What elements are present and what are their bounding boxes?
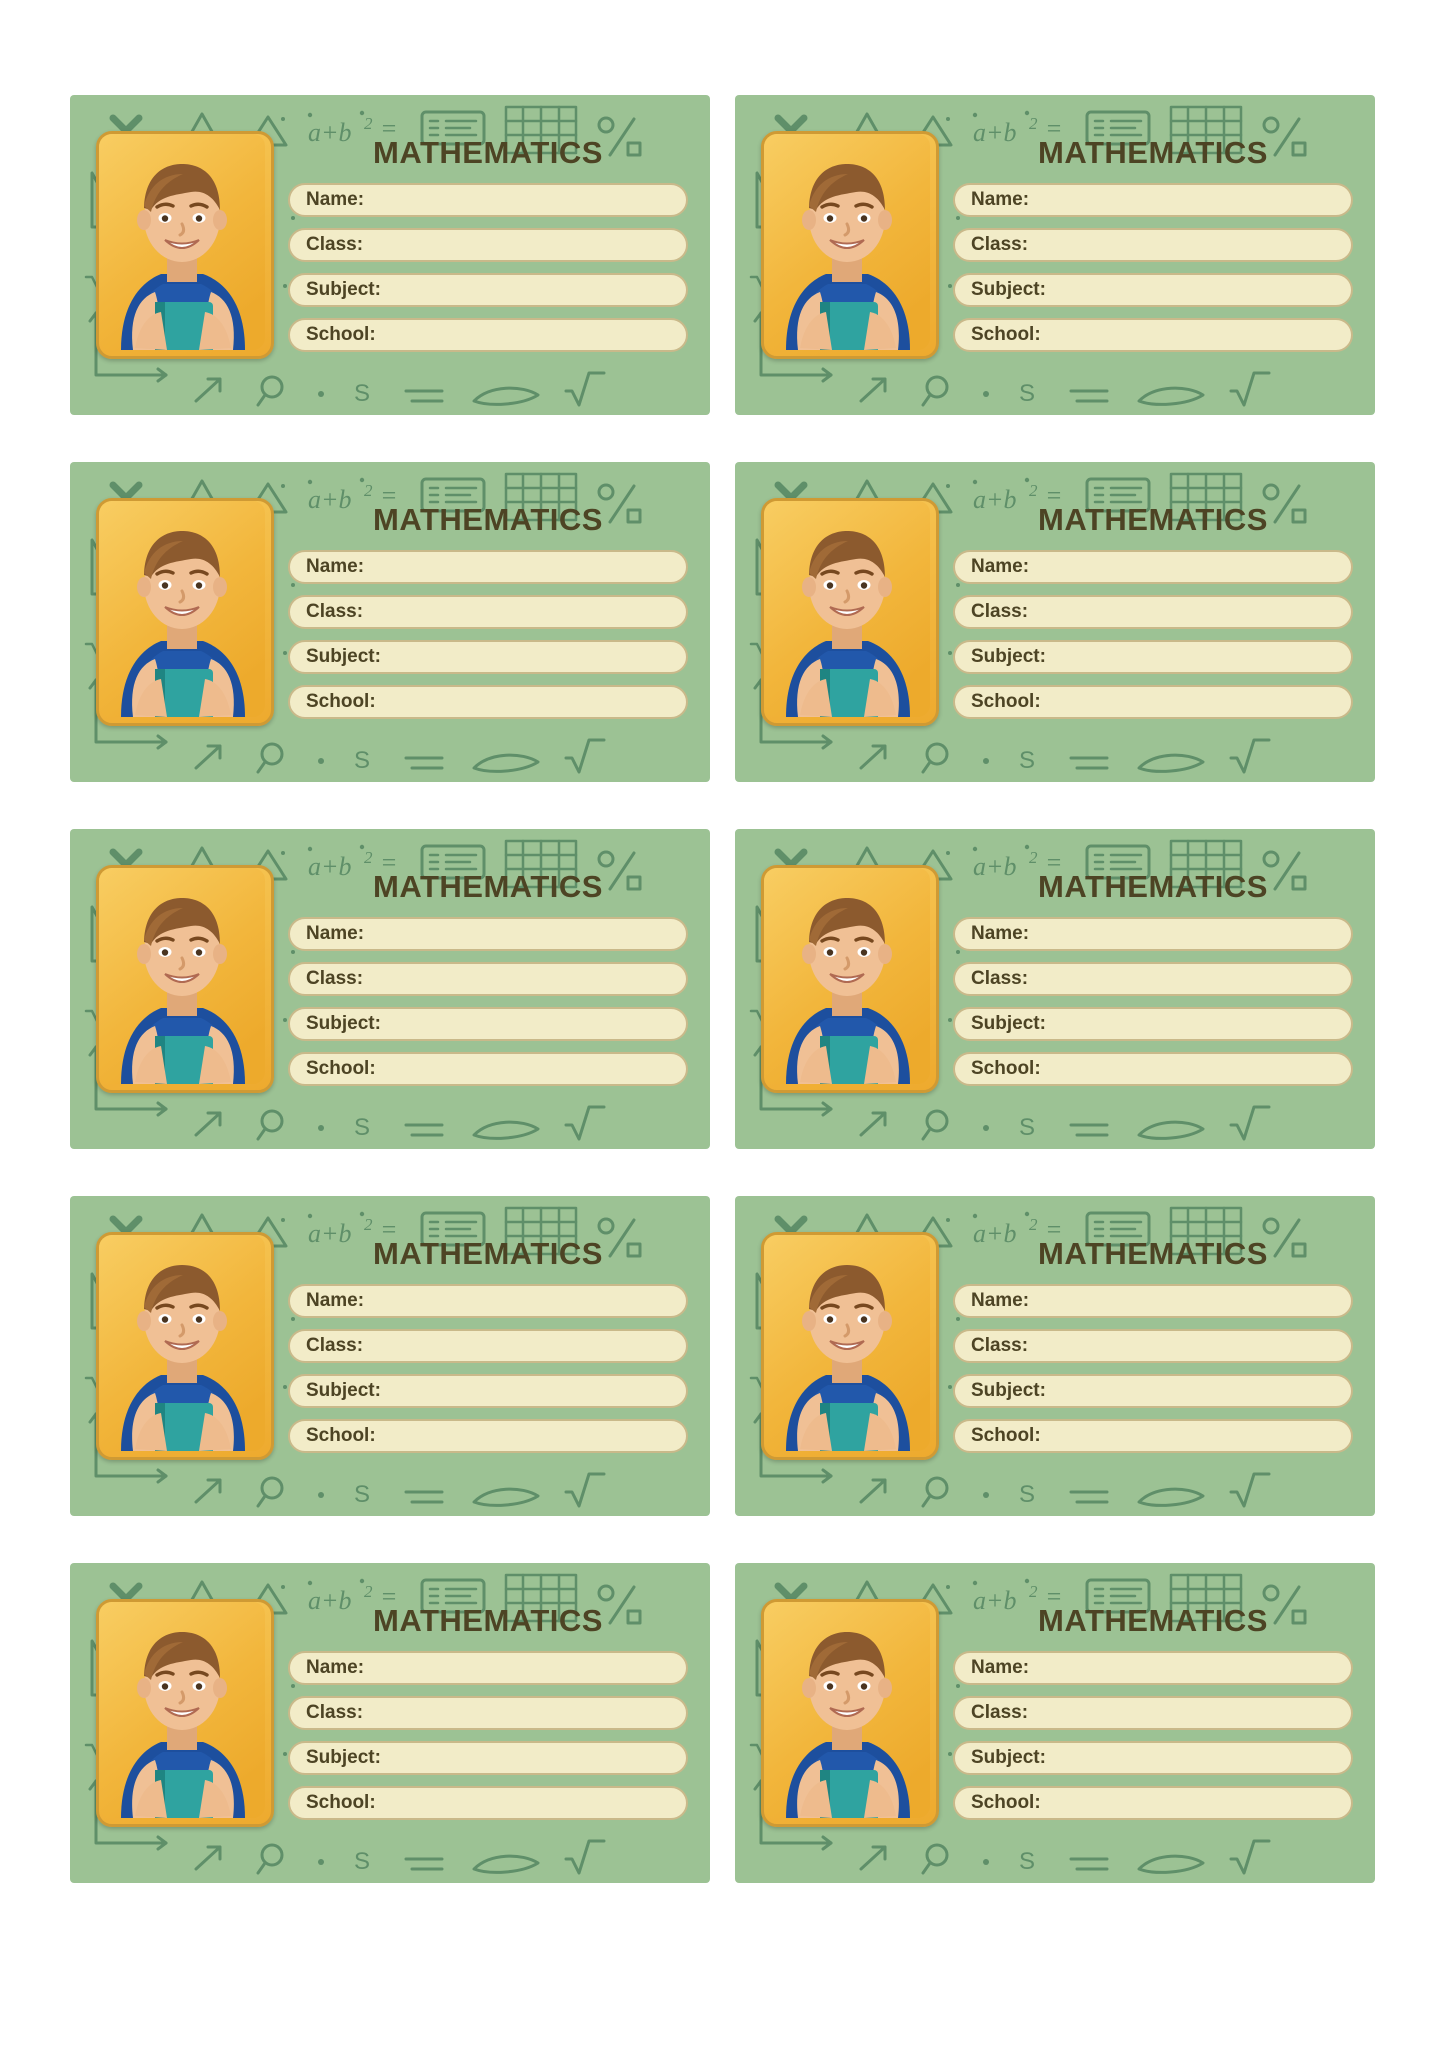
label-card-6[interactable] [735, 829, 1375, 1149]
field-label: Subject: [306, 279, 381, 300]
arrow-up-right-icon [853, 1839, 895, 1877]
field-label: Name: [306, 556, 365, 577]
svg-text:S: S [354, 1481, 371, 1508]
svg-text:S: S [354, 1114, 371, 1141]
field-row-subject[interactable] [953, 640, 1353, 674]
field-label: School: [971, 1425, 1041, 1446]
sigma-s-icon [348, 1478, 382, 1512]
svg-text:=: = [380, 481, 398, 510]
field-label: Class: [971, 968, 1029, 989]
radical-icon [1227, 1101, 1273, 1145]
student-photo-illustration [99, 134, 265, 350]
field-label: School: [971, 691, 1041, 712]
field-label: Name: [971, 189, 1030, 210]
svg-text:S: S [354, 747, 371, 774]
sigma-s-icon [1013, 1478, 1047, 1512]
arrow-up-right-icon [853, 1105, 895, 1143]
student-photo[interactable] [761, 1232, 939, 1460]
magnifier-icon [252, 740, 292, 778]
equals-icon [400, 1113, 448, 1145]
label-card-9[interactable] [70, 1563, 710, 1883]
field-label: Subject: [971, 1747, 1046, 1768]
page-title: MATHEMATICS [1038, 502, 1268, 537]
radical-icon [562, 367, 608, 411]
svg-text:2: 2 [364, 1215, 373, 1234]
field-label: Class: [306, 234, 364, 255]
arrow-up-right-icon [853, 738, 895, 776]
svg-text:a+b: a+b [308, 1219, 352, 1248]
svg-text:S: S [1019, 380, 1036, 407]
page-title: MATHEMATICS [1038, 869, 1268, 904]
sigma-s-icon [1013, 377, 1047, 411]
field-list [953, 917, 1353, 1097]
field-row-school[interactable] [953, 318, 1353, 352]
radical-icon [562, 1835, 608, 1879]
arrow-up-right-icon [188, 371, 230, 409]
ruler-icon [1133, 744, 1209, 778]
field-row-name[interactable] [288, 1651, 688, 1685]
sigma-s-icon [348, 744, 382, 778]
field-label: Name: [306, 1657, 365, 1678]
svg-text:S: S [1019, 747, 1036, 774]
field-label: Subject: [306, 1380, 381, 1401]
ruler-icon [468, 1111, 544, 1145]
student-photo[interactable] [96, 498, 274, 726]
svg-text:2: 2 [1029, 848, 1038, 867]
field-label: Name: [306, 923, 365, 944]
svg-text:S: S [1019, 1848, 1036, 1875]
student-photo-illustration [764, 1235, 930, 1451]
ruler-icon [468, 744, 544, 778]
field-label: School: [971, 1792, 1041, 1813]
page-title: MATHEMATICS [373, 135, 603, 170]
student-photo-illustration [764, 868, 930, 1084]
arrow-up-right-icon [188, 738, 230, 776]
sigma-s-icon [348, 1111, 382, 1145]
label-card-8[interactable] [735, 1196, 1375, 1516]
label-card-5[interactable] [70, 829, 710, 1149]
svg-text:=: = [380, 114, 398, 143]
field-row-school[interactable] [953, 1052, 1353, 1086]
field-row-class[interactable] [288, 962, 688, 996]
svg-text:=: = [1045, 114, 1063, 143]
svg-text:=: = [1045, 481, 1063, 510]
svg-text:a+b: a+b [973, 485, 1017, 514]
field-row-subject[interactable] [288, 1374, 688, 1408]
label-card-4[interactable] [735, 462, 1375, 782]
label-card-3[interactable] [70, 462, 710, 782]
field-label: Name: [971, 556, 1030, 577]
svg-text:2: 2 [1029, 1215, 1038, 1234]
field-list [288, 1284, 688, 1464]
magnifier-icon [917, 1107, 957, 1145]
student-photo[interactable] [761, 131, 939, 359]
field-list [288, 183, 688, 363]
field-label: Subject: [971, 1013, 1046, 1034]
field-row-school[interactable] [288, 685, 688, 719]
equals-icon [400, 746, 448, 778]
field-label: Name: [971, 1657, 1030, 1678]
field-label: School: [306, 1058, 376, 1079]
field-label: Name: [306, 189, 365, 210]
field-row-school[interactable] [953, 685, 1353, 719]
student-photo-illustration [764, 134, 930, 350]
label-card-2[interactable] [735, 95, 1375, 415]
svg-text:a+b: a+b [973, 852, 1017, 881]
field-row-class[interactable] [953, 962, 1353, 996]
equals-icon [400, 1847, 448, 1879]
field-label: School: [306, 1425, 376, 1446]
svg-text:a+b: a+b [308, 485, 352, 514]
ruler-icon [1133, 1845, 1209, 1879]
field-list [953, 1284, 1353, 1464]
student-photo-illustration [99, 868, 265, 1084]
equals-icon [1065, 1480, 1113, 1512]
field-row-name[interactable] [953, 1284, 1353, 1318]
svg-text:2: 2 [1029, 481, 1038, 500]
field-label: School: [306, 324, 376, 345]
svg-text:S: S [1019, 1114, 1036, 1141]
field-row-subject[interactable] [288, 273, 688, 307]
student-photo[interactable] [761, 498, 939, 726]
svg-text:2: 2 [364, 481, 373, 500]
dot-icon [314, 1121, 328, 1135]
field-label: School: [306, 1792, 376, 1813]
ruler-icon [468, 377, 544, 411]
field-row-class[interactable] [953, 595, 1353, 629]
field-label: Name: [971, 1290, 1030, 1311]
magnifier-icon [252, 1474, 292, 1512]
field-row-school[interactable] [288, 1786, 688, 1820]
field-label: Subject: [306, 1013, 381, 1034]
field-row-name[interactable] [953, 917, 1353, 951]
field-row-class[interactable] [953, 228, 1353, 262]
svg-text:S: S [354, 380, 371, 407]
page-title: MATHEMATICS [1038, 135, 1268, 170]
page-title: MATHEMATICS [373, 1236, 603, 1271]
magnifier-icon [252, 373, 292, 411]
field-label: Subject: [971, 646, 1046, 667]
svg-text:S: S [1019, 1481, 1036, 1508]
field-list [288, 550, 688, 730]
radical-icon [1227, 1835, 1273, 1879]
svg-text:=: = [380, 1215, 398, 1244]
equals-icon [400, 379, 448, 411]
field-list [953, 1651, 1353, 1831]
arrow-up-right-icon [188, 1839, 230, 1877]
svg-text:2: 2 [1029, 114, 1038, 133]
svg-text:2: 2 [364, 848, 373, 867]
field-row-school[interactable] [953, 1786, 1353, 1820]
field-list [953, 550, 1353, 730]
radical-icon [1227, 367, 1273, 411]
field-row-name[interactable] [288, 183, 688, 217]
sigma-s-icon [1013, 1845, 1047, 1879]
field-label: School: [971, 324, 1041, 345]
sigma-s-icon [1013, 1111, 1047, 1145]
svg-text:a+b: a+b [973, 1586, 1017, 1615]
label-card-1[interactable] [70, 95, 710, 415]
ruler-icon [1133, 377, 1209, 411]
dot-icon [979, 1855, 993, 1869]
dot-icon [979, 1488, 993, 1502]
label-card-7[interactable] [70, 1196, 710, 1516]
field-row-class[interactable] [953, 1329, 1353, 1363]
ruler-icon [1133, 1111, 1209, 1145]
student-photo[interactable] [96, 131, 274, 359]
student-photo-illustration [99, 501, 265, 717]
field-row-subject[interactable] [288, 640, 688, 674]
svg-text:a+b: a+b [973, 118, 1017, 147]
field-row-subject[interactable] [953, 1741, 1353, 1775]
sigma-s-icon [348, 377, 382, 411]
equals-icon [400, 1480, 448, 1512]
student-photo[interactable] [761, 865, 939, 1093]
field-list [288, 1651, 688, 1831]
field-label: Subject: [971, 1380, 1046, 1401]
field-row-class[interactable] [288, 1696, 688, 1730]
field-label: Subject: [306, 1747, 381, 1768]
svg-text:2: 2 [364, 1582, 373, 1601]
student-photo[interactable] [96, 1232, 274, 1460]
svg-text:a+b: a+b [308, 852, 352, 881]
field-label: Subject: [306, 646, 381, 667]
equals-icon [1065, 1113, 1113, 1145]
magnifier-icon [917, 740, 957, 778]
svg-text:=: = [1045, 1215, 1063, 1244]
magnifier-icon [917, 1841, 957, 1879]
svg-text:a+b: a+b [308, 118, 352, 147]
field-row-school[interactable] [288, 1419, 688, 1453]
field-row-class[interactable] [288, 228, 688, 262]
field-label: Class: [306, 968, 364, 989]
student-photo-illustration [764, 1602, 930, 1818]
student-photo[interactable] [761, 1599, 939, 1827]
field-row-school[interactable] [288, 318, 688, 352]
svg-text:a+b: a+b [973, 1219, 1017, 1248]
field-label: Class: [971, 601, 1029, 622]
radical-icon [562, 1468, 608, 1512]
student-photo[interactable] [96, 865, 274, 1093]
field-label: Class: [306, 1702, 364, 1723]
field-label: Class: [306, 1335, 364, 1356]
sigma-s-icon [1013, 744, 1047, 778]
svg-text:2: 2 [364, 114, 373, 133]
student-photo-illustration [99, 1235, 265, 1451]
svg-text:=: = [1045, 1582, 1063, 1611]
field-label: School: [306, 691, 376, 712]
svg-text:=: = [1045, 848, 1063, 877]
student-photo[interactable] [96, 1599, 274, 1827]
dot-icon [314, 1855, 328, 1869]
magnifier-icon [252, 1107, 292, 1145]
field-label: Subject: [971, 279, 1046, 300]
magnifier-icon [917, 1474, 957, 1512]
field-row-subject[interactable] [953, 1374, 1353, 1408]
field-row-subject[interactable] [953, 273, 1353, 307]
field-row-name[interactable] [953, 183, 1353, 217]
page-title: MATHEMATICS [373, 869, 603, 904]
field-label: Class: [306, 601, 364, 622]
radical-icon [562, 1101, 608, 1145]
radical-icon [562, 734, 608, 778]
field-label: Class: [971, 1702, 1029, 1723]
svg-text:S: S [354, 1848, 371, 1875]
field-row-name[interactable] [288, 1284, 688, 1318]
equals-icon [1065, 746, 1113, 778]
field-row-name[interactable] [953, 1651, 1353, 1685]
radical-icon [1227, 1468, 1273, 1512]
dot-icon [314, 754, 328, 768]
equals-icon [1065, 1847, 1113, 1879]
field-row-school[interactable] [288, 1052, 688, 1086]
dot-icon [314, 1488, 328, 1502]
ruler-icon [1133, 1478, 1209, 1512]
page-title: MATHEMATICS [373, 1603, 603, 1638]
field-list [288, 917, 688, 1097]
magnifier-icon [917, 373, 957, 411]
field-row-class[interactable] [953, 1696, 1353, 1730]
student-photo-illustration [99, 1602, 265, 1818]
field-row-name[interactable] [288, 550, 688, 584]
dot-icon [979, 754, 993, 768]
student-photo-illustration [764, 501, 930, 717]
label-grid [70, 95, 1375, 1905]
sigma-s-icon [348, 1845, 382, 1879]
svg-text:2: 2 [1029, 1582, 1038, 1601]
field-row-name[interactable] [288, 917, 688, 951]
field-row-class[interactable] [288, 1329, 688, 1363]
ruler-icon [468, 1845, 544, 1879]
page-title: MATHEMATICS [1038, 1236, 1268, 1271]
field-row-school[interactable] [953, 1419, 1353, 1453]
label-card-10[interactable] [735, 1563, 1375, 1883]
field-label: School: [971, 1058, 1041, 1079]
dot-icon [979, 1121, 993, 1135]
field-label: Class: [971, 1335, 1029, 1356]
dot-icon [979, 387, 993, 401]
page-title: MATHEMATICS [373, 502, 603, 537]
svg-text:=: = [380, 848, 398, 877]
radical-icon [1227, 734, 1273, 778]
field-list [953, 183, 1353, 363]
field-row-subject[interactable] [953, 1007, 1353, 1041]
field-label: Name: [971, 923, 1030, 944]
arrow-up-right-icon [188, 1105, 230, 1143]
field-row-class[interactable] [288, 595, 688, 629]
arrow-up-right-icon [853, 371, 895, 409]
field-row-name[interactable] [953, 550, 1353, 584]
field-row-subject[interactable] [288, 1741, 688, 1775]
field-label: Name: [306, 1290, 365, 1311]
arrow-up-right-icon [188, 1472, 230, 1510]
ruler-icon [468, 1478, 544, 1512]
field-row-subject[interactable] [288, 1007, 688, 1041]
dot-icon [314, 387, 328, 401]
field-label: Class: [971, 234, 1029, 255]
equals-icon [1065, 379, 1113, 411]
page-title: MATHEMATICS [1038, 1603, 1268, 1638]
arrow-up-right-icon [853, 1472, 895, 1510]
svg-text:=: = [380, 1582, 398, 1611]
svg-text:a+b: a+b [308, 1586, 352, 1615]
magnifier-icon [252, 1841, 292, 1879]
